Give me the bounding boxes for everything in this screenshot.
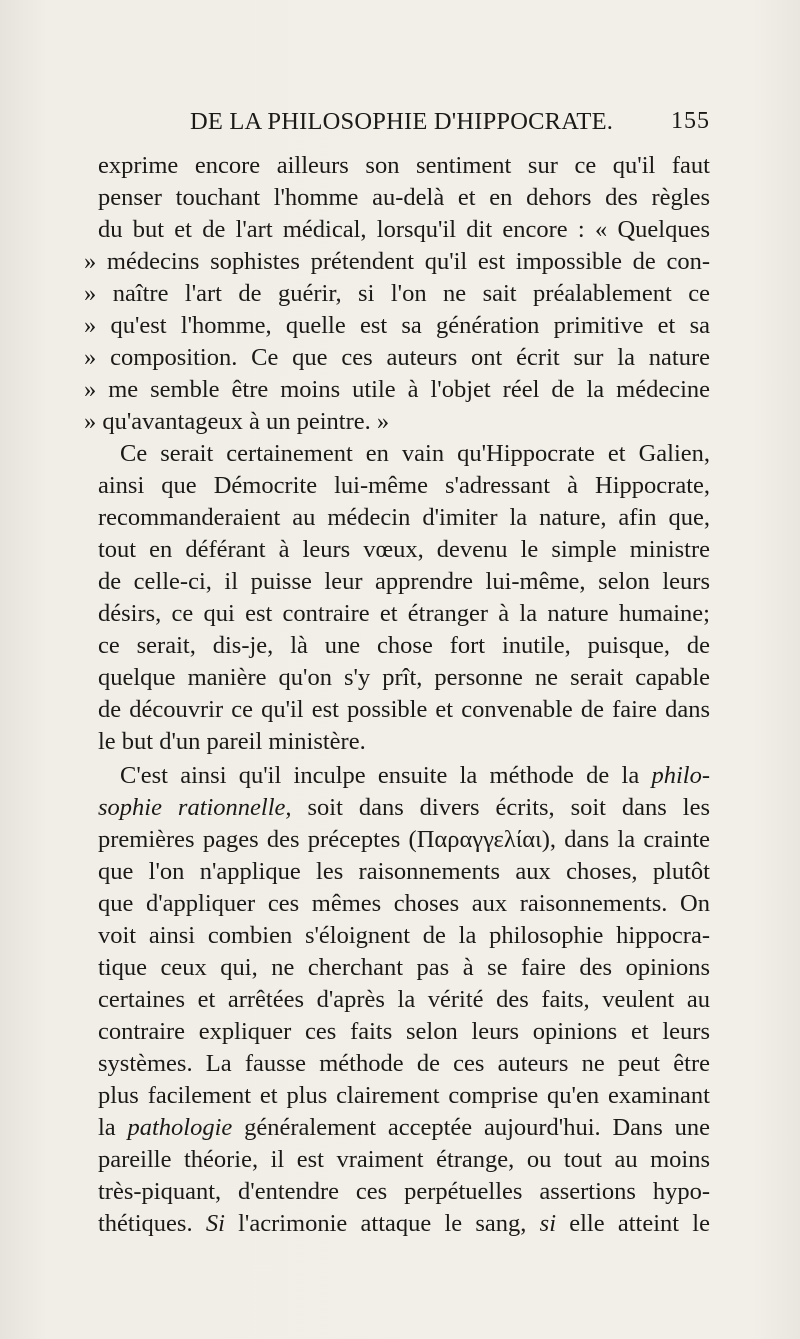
text-line — [98, 1112, 710, 1144]
text-run: elle atteint le — [556, 1210, 710, 1237]
text-line: que l'on n'applique les raisonnements aux choses, plutôt — [98, 858, 710, 885]
text-line: voit ainsi combien s'éloignent de la philosophie hippocra- — [98, 922, 710, 949]
italic-term: Si — [205, 1210, 225, 1237]
text-line: premières pages des préceptes (Παραγγελίαι), dans la crainte — [98, 826, 710, 853]
italic-term: si — [539, 1210, 557, 1237]
text-line: que d'appliquer ces mêmes choses aux raisonnements. On — [98, 890, 710, 917]
text-run: l'acrimonie attaque le sang, — [224, 1210, 540, 1237]
text-line: systèmes. La fausse méthode de ces auteurs ne peut être — [98, 1050, 710, 1077]
text-run: thétiques. — [98, 1210, 206, 1237]
italic-term: sophie rationnelle, — [98, 794, 292, 821]
text-line: penser touchant l'homme au-delà et en dehors des règles — [98, 184, 710, 211]
paragraph-1 — [84, 150, 710, 438]
text-run: C'est ainsi qu'il inculpe ensuite la méthode de la — [120, 762, 652, 789]
text-line: ce serait, dis-je, là une chose fort inutile, puisque, de — [98, 632, 710, 659]
text-line — [98, 792, 710, 824]
paragraph-3 — [98, 760, 710, 1240]
text-line: quelque manière qu'on s'y prît, personne ne serait capable — [98, 664, 710, 691]
text-line — [98, 760, 710, 792]
running-head: DE LA PHILOSOPHIE D'HIPPOCRATE. — [190, 108, 614, 135]
text-line: de celle-ci, il puisse leur apprendre lui-même, selon leurs — [98, 568, 710, 595]
text-line: ainsi que Démocrite lui-même s'adressant à Hippocrate, — [98, 472, 710, 499]
text-line: de découvrir ce qu'il est possible et convenable de faire dans — [98, 696, 710, 723]
text-line: le but d'un pareil ministère. — [98, 728, 366, 755]
text-run: généralement acceptée aujourd'hui. Dans une — [232, 1114, 710, 1141]
page-body — [84, 150, 710, 1240]
text-run: la — [98, 1114, 128, 1141]
text-line: plus facilement et plus clairement comprise qu'en examinant — [98, 1082, 710, 1109]
page-number: 155 — [671, 108, 710, 134]
text-line: contraire expliquer ces faits selon leurs opinions et leurs — [98, 1018, 710, 1045]
text-line: » naître l'art de guérir, si l'on ne sait préalablement ce — [84, 280, 710, 307]
text-line: » qu'est l'homme, quelle est sa génération primitive et sa — [84, 312, 710, 339]
text-line — [98, 1208, 710, 1240]
paragraph-2 — [98, 438, 710, 758]
text-line: » qu'avantageux à un peintre. » — [84, 408, 390, 435]
text-line: du but et de l'art médical, lorsqu'il dit encore : « Quelques — [98, 216, 710, 243]
italic-term: pathologie — [127, 1114, 233, 1141]
text-line: tique ceux qui, ne cherchant pas à se faire des opinions — [98, 954, 710, 981]
text-line: certaines et arrêtées d'après la vérité des faits, veulent au — [98, 986, 710, 1013]
text-line: tout en déférant à leurs vœux, devenu le simple ministre — [98, 536, 710, 563]
text-line: » composition. Ce que ces auteurs ont écrit sur la nature — [84, 344, 710, 371]
text-line: pareille théorie, il est vraiment étrange, ou tout au moins — [98, 1146, 710, 1173]
text-line: exprime encore ailleurs son sentiment sur ce qu'il faut — [98, 152, 710, 179]
text-line: » médecins sophistes prétendent qu'il est impossible de con- — [84, 248, 710, 275]
text-line: très-piquant, d'entendre ces perpétuelles assertions hypo- — [98, 1178, 710, 1205]
italic-term: philo- — [651, 762, 710, 789]
text-line: désirs, ce qui est contraire et étranger à la nature humaine; — [98, 600, 710, 627]
text-line: Ce serait certainement en vain qu'Hippocrate et Galien, — [120, 440, 710, 467]
page-header — [98, 108, 710, 148]
text-line: » me semble être moins utile à l'objet réel de la médecine — [84, 376, 710, 403]
text-line: recommanderaient au médecin d'imiter la nature, afin que, — [98, 504, 710, 531]
text-run: soit dans divers écrits, soit dans les — [291, 794, 710, 821]
